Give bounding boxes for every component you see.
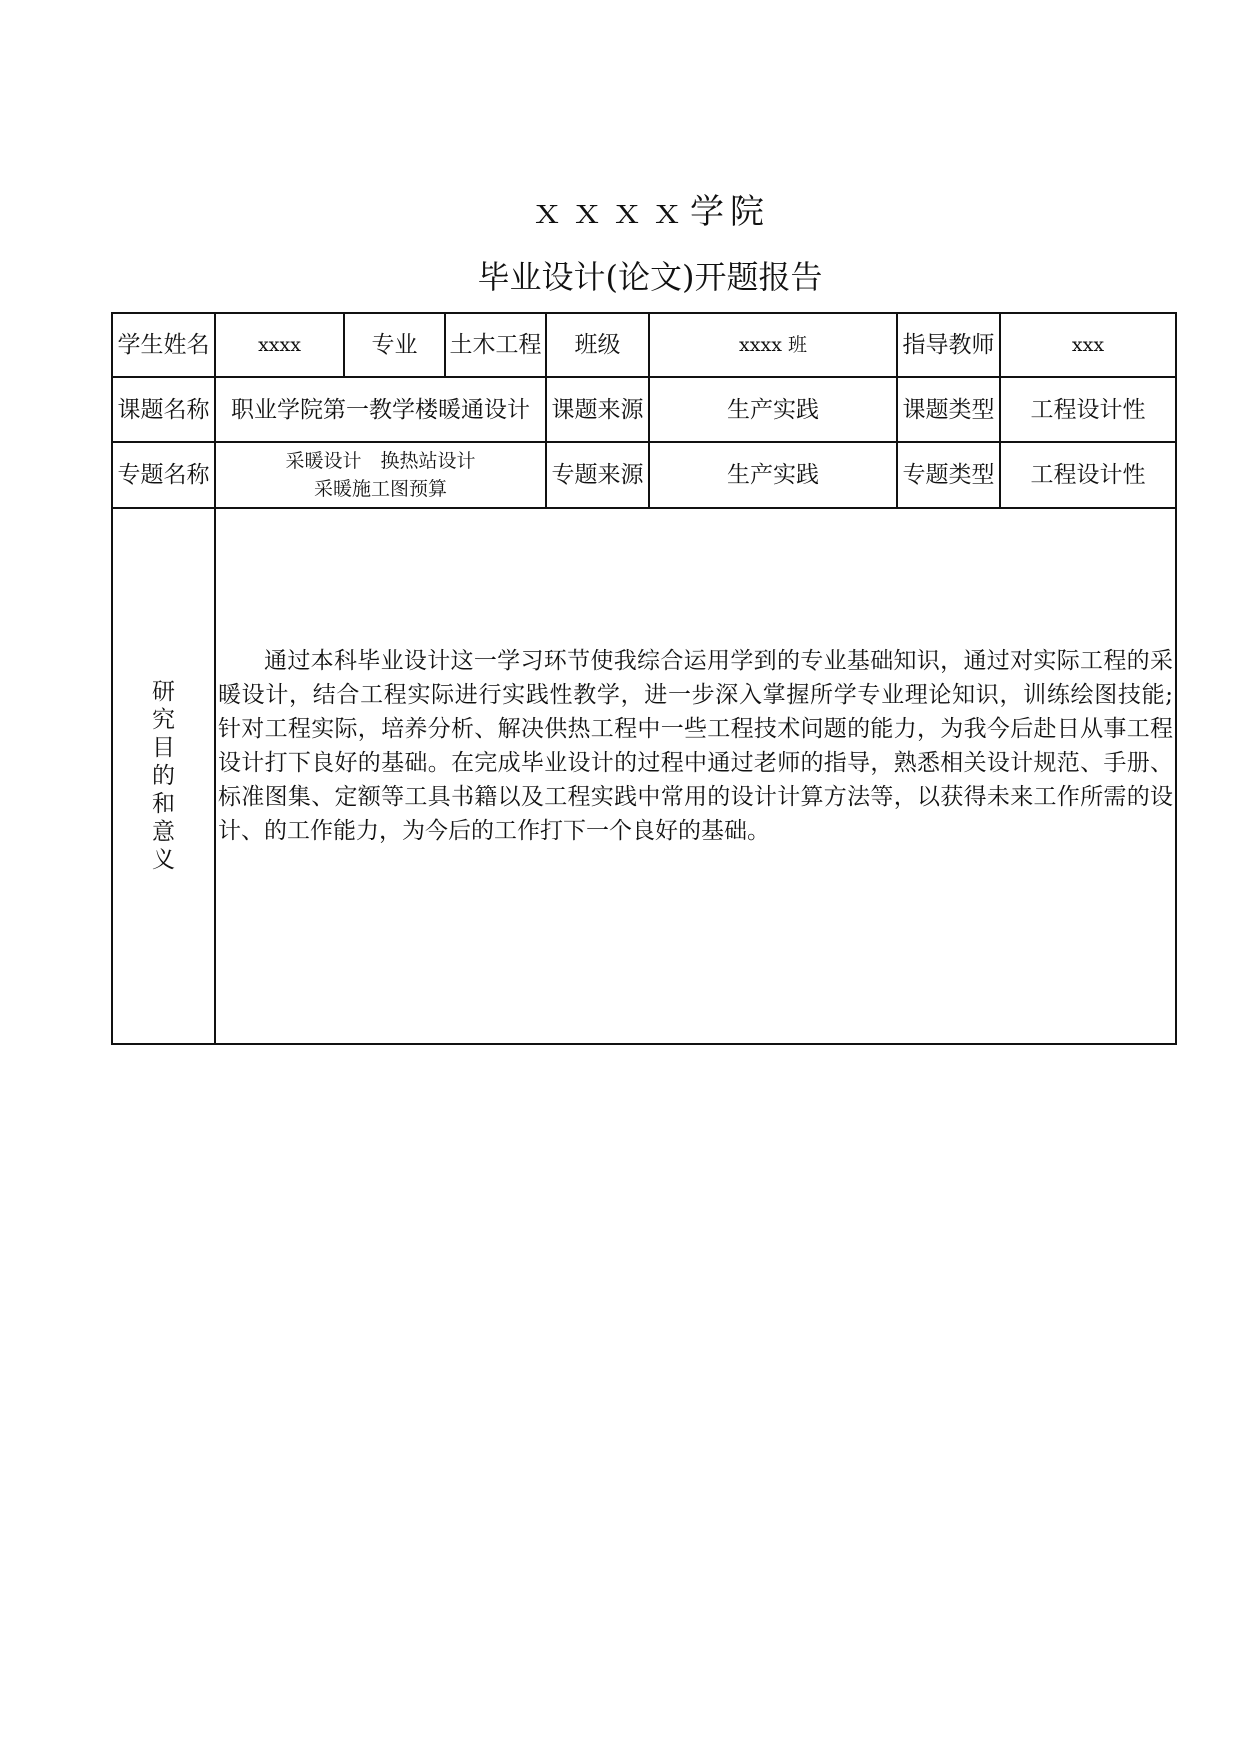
purpose-label: 研 究 目 的 和 意 义 <box>112 508 215 1044</box>
special-name-line2: 采暖施工图预算 <box>313 478 447 500</box>
report-title: 毕业设计(论文)开题报告 <box>477 258 823 296</box>
advisor-value: xxx <box>1000 313 1176 377</box>
table-row-purpose <box>112 508 1176 1044</box>
purpose-content <box>215 508 1176 1044</box>
major-value: 土木工程 <box>445 313 546 377</box>
special-source-value: 生产实践 <box>649 442 897 508</box>
special-type-label: 专题类型 <box>897 442 1000 508</box>
school-title: ｘｘｘｘ学院 <box>530 192 770 232</box>
topic-name-label: 课题名称 <box>112 377 215 442</box>
major-label: 专业 <box>344 313 445 377</box>
proposal-form-table <box>111 312 1177 1045</box>
student-name-label: 学生姓名 <box>112 313 215 377</box>
table-row-topic <box>112 377 1176 442</box>
student-name-value: xxxx <box>215 313 344 377</box>
special-name-label: 专题名称 <box>112 442 215 508</box>
topic-source-value: 生产实践 <box>649 377 897 442</box>
special-name-value <box>215 442 546 508</box>
table-row-student <box>112 313 1176 377</box>
topic-type-label: 课题类型 <box>897 377 1000 442</box>
advisor-label: 指导教师 <box>897 313 1000 377</box>
topic-name-value: 职业学院第一教学楼暖通设计 <box>215 377 546 442</box>
topic-source-label: 课题来源 <box>546 377 649 442</box>
class-label: 班级 <box>546 313 649 377</box>
special-source-label: 专题来源 <box>546 442 649 508</box>
purpose-text: 通过本科毕业设计这一学习环节使我综合运用学到的专业基础知识，通过对实际工程的采暖设计，结合工程实际进行实践性教学，进一步深入掌握所学专业理论知识，训练绘图技能; 针对工程实际，培养分析、解决供热工程中一些工程技术问题的能力，为我今后赴日从事工程设计打下良好的基础。在完成毕业设计的过程中通过老师的指导，熟悉相关设计规范、手册、标准图集、定额等工具书籍以及工程实践中常用的设计计算方法等，以获得未来工作所需的设计、的工作能力，为今后的工作打下一个良好的基础。 <box>218 648 1173 844</box>
topic-type-value: 工程设计性 <box>1000 377 1176 442</box>
class-value: xxxx 班 <box>649 313 897 377</box>
special-name-line1: 采暖设计 换热站设计 <box>285 450 476 472</box>
table-row-special <box>112 442 1176 508</box>
special-type-value: 工程设计性 <box>1000 442 1176 508</box>
